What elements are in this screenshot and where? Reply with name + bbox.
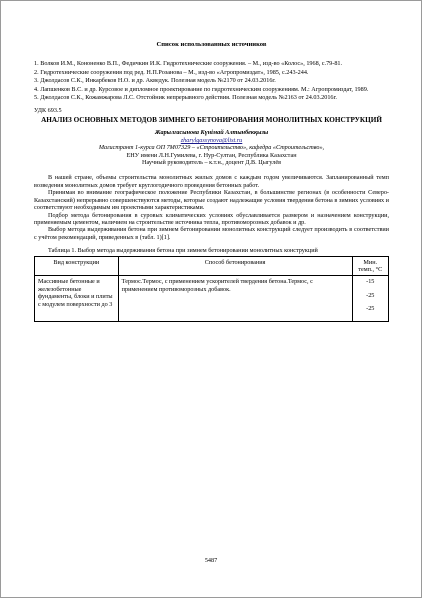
- body-paragraph: Подбор метода бетонирования в суровых климатических условиях обуславливается размером и назначением конструкции, применяемым цементом, наличием на строительстве источника тепла, противоморозных добавок и др.: [34, 211, 389, 226]
- table-caption: Таблица 1. Выбор метода выдерживания бетона при зимнем бетонировании монолитных конструкций: [48, 247, 318, 255]
- body-paragraph: В нашей стране, объемы строительства монолитных жилых домов с каждым годом увеличиваются. Запланированный темп возведения монолитных домов требует круглогодичного проведения бетонных работ.: [34, 174, 389, 189]
- temp-value: -25: [366, 305, 375, 313]
- reference-item: 4. Лапшенков В.С. и др. Курсовое и дипломное проектирование по гидротехническим сооружениям. М.: Агропромиздат, 1989.: [34, 85, 369, 93]
- cell-method: Термос.Термос, с применением ускорителей твердения бетона.Термос, с применением противоморозных добавок.: [118, 276, 352, 321]
- body-paragraph: Принимая во внимание географическое положение Республики Казахстан, в большинстве регионах (в особенности Северо-Казахстанский) непрерывно совершенствуются методы, которые создают надлежащие условия твердения бетона в зимних условиях и соответствуют необходимым им проектными характеристиками.: [34, 189, 389, 212]
- cell-construction: Массивные бетонные и железобетонные фундаменты, блоки и плиты с модулем поверхности до 3: [35, 276, 119, 321]
- author-name: Жарылгасынова Күнімай Алтынбекқызы: [154, 129, 269, 137]
- temp-value: -15: [366, 278, 375, 286]
- author-email-link[interactable]: zharylgassynova@list.ru: [180, 136, 243, 144]
- cell-temps: [352, 276, 388, 321]
- table-header-row: [35, 256, 389, 276]
- header-min-temp: Мин. темп., °С: [352, 256, 388, 276]
- reference-item: 1. Волков И.М., Кононенко В.П., Федичкин И.К. Гидротехнические сооружения. – М., изд-во «Колос», 1968, с.79-81.: [34, 60, 343, 68]
- table-row: [35, 276, 389, 321]
- article-title: АНАЛИЗ ОСНОВНЫХ МЕТОДОВ ЗИМНЕГО БЕТОНИРОВАНИЯ МОНОЛИТНЫХ КОНСТРУКЦИЙ: [41, 115, 382, 124]
- page-number: 5487: [204, 557, 218, 564]
- page-content: [34, 41, 389, 322]
- author-university: ЕНУ имени Л.Н.Гумилева, г. Нур-Султан, Республика Казахстан: [126, 151, 297, 159]
- method-table: [34, 256, 389, 322]
- reference-item: 2. Гидротехнические сооружения под ред. Н.П.Розанова – М., изд-во «Агропромиздат», 1985, с.243-244.: [34, 68, 309, 76]
- references-title: Список использованных источников: [156, 41, 267, 48]
- author-affiliation: Магистрант 1-курса ОП 7М07329 – «Строительство», кафедра «Строительство»,: [98, 144, 325, 152]
- header-method: Способ бетонирования: [118, 256, 352, 276]
- reference-item: 3. Джолдасов С.К., Инкарбеков Н.О. и др. Акведук. Полезная модель №2170 от 24.03.2016г.: [34, 77, 276, 85]
- temp-value: -25: [366, 291, 375, 299]
- udk-code: УДК 693.5: [34, 107, 62, 115]
- supervisor: Научный руководитель – к.т.н., доцент Д.В. Цыгулёв: [141, 159, 281, 167]
- reference-item: 5. Джолдасов С.К., Кожамжарова Л.С. Отстойник непрерывного действия. Полезная модель №2163 от 24.03.2016г.: [34, 94, 337, 102]
- header-construction: Вид конструкции: [35, 256, 119, 276]
- body-paragraph: Выбор метода выдерживания бетона при зимнем бетонировании монолитных конструкций следует производить в соответствии с учётом рекомендаций, приведенных в (табл. 1)[1].: [34, 226, 389, 241]
